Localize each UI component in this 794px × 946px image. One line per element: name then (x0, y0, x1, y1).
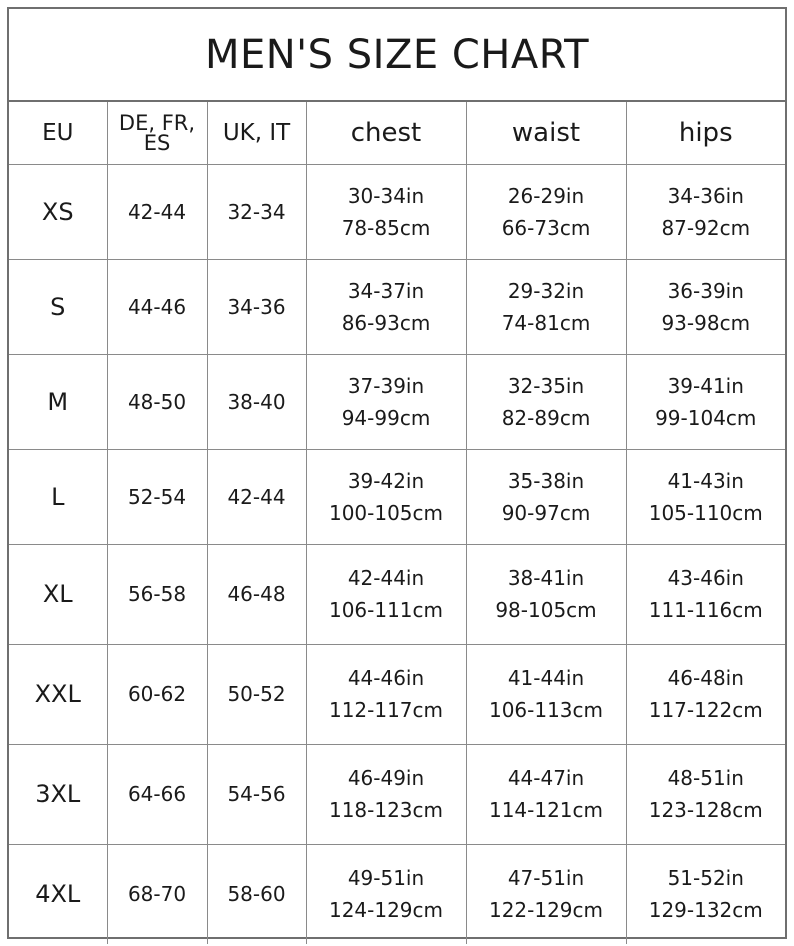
cell-hips (626, 164, 785, 259)
header-chest: chest (306, 102, 466, 164)
cell-de-fr-es: 42-44 (107, 164, 207, 259)
chart-title: MEN'S SIZE CHART (9, 9, 785, 102)
cell-eu: M (9, 354, 107, 449)
hips-inches: 34-36in (667, 183, 744, 208)
waist-centimeters: 122-129cm (488, 898, 604, 923)
cell-eu: 4XL (9, 844, 107, 944)
chest-inches: 39-42in (347, 468, 425, 493)
chest-inches: 30-34in (347, 183, 425, 208)
cell-waist (466, 354, 626, 449)
header-waist: waist (466, 102, 626, 164)
cell-eu: S (9, 259, 107, 354)
chest-inches: 44-46in (347, 666, 425, 690)
hips-centimeters: 123-128cm (648, 798, 763, 822)
table-row (9, 449, 785, 544)
cell-uk-it: 34-36 (207, 259, 306, 354)
chest-centimeters: 86-93cm (341, 310, 431, 335)
cell-waist (466, 844, 626, 944)
table-row (9, 544, 785, 644)
table-row (9, 164, 785, 259)
cell-hips (626, 259, 785, 354)
chest-inches: 46-49in (347, 766, 425, 790)
hips-centimeters: 87-92cm (661, 215, 751, 240)
cell-de-fr-es: 64-66 (107, 744, 207, 844)
table-row (9, 844, 785, 944)
waist-centimeters: 98-105cm (495, 598, 597, 622)
hips-centimeters: 111-116cm (648, 598, 763, 622)
waist-centimeters: 82-89cm (501, 405, 591, 430)
cell-uk-it: 58-60 (207, 844, 306, 944)
cell-eu: XL (9, 544, 107, 644)
cell-waist (466, 644, 626, 744)
cell-uk-it: 38-40 (207, 354, 306, 449)
cell-hips (626, 644, 785, 744)
chest-centimeters: 106-111cm (328, 598, 444, 622)
header-hips: hips (626, 102, 785, 164)
waist-centimeters: 90-97cm (501, 500, 591, 525)
size-table (9, 102, 785, 944)
chest-centimeters: 112-117cm (328, 698, 444, 722)
chest-inches: 49-51in (347, 866, 425, 891)
hips-centimeters: 117-122cm (648, 698, 763, 722)
cell-waist (466, 544, 626, 644)
hips-inches: 46-48in (667, 666, 744, 690)
chest-inches: 34-37in (347, 278, 425, 303)
cell-waist (466, 449, 626, 544)
chest-centimeters: 118-123cm (328, 798, 444, 822)
cell-hips (626, 449, 785, 544)
hips-centimeters: 105-110cm (648, 500, 763, 525)
hips-centimeters: 99-104cm (655, 405, 757, 430)
cell-uk-it: 42-44 (207, 449, 306, 544)
waist-inches: 41-44in (507, 666, 585, 690)
cell-hips (626, 354, 785, 449)
cell-uk-it: 50-52 (207, 644, 306, 744)
waist-centimeters: 114-121cm (488, 798, 604, 822)
cell-chest (306, 544, 466, 644)
cell-de-fr-es: 60-62 (107, 644, 207, 744)
cell-chest (306, 844, 466, 944)
cell-uk-it: 32-34 (207, 164, 306, 259)
chest-centimeters: 94-99cm (341, 405, 431, 430)
hips-inches: 39-41in (667, 373, 744, 398)
waist-inches: 38-41in (507, 566, 585, 590)
cell-hips (626, 544, 785, 644)
hips-inches: 48-51in (667, 766, 744, 790)
cell-uk-it: 54-56 (207, 744, 306, 844)
waist-inches: 47-51in (507, 866, 585, 891)
header-uk-it: UK, IT (207, 102, 306, 164)
size-chart (7, 7, 787, 939)
header-de-fr-es: DE, FR, ES (107, 102, 207, 164)
table-row (9, 744, 785, 844)
cell-chest (306, 644, 466, 744)
chest-centimeters: 124-129cm (328, 898, 444, 923)
waist-inches: 29-32in (507, 278, 585, 303)
waist-centimeters: 66-73cm (501, 215, 591, 240)
waist-inches: 35-38in (507, 468, 585, 493)
waist-centimeters: 74-81cm (501, 310, 591, 335)
hips-inches: 41-43in (667, 468, 744, 493)
header-eu: EU (9, 102, 107, 164)
hips-inches: 51-52in (667, 866, 744, 891)
waist-inches: 32-35in (507, 373, 585, 398)
cell-waist (466, 164, 626, 259)
cell-waist (466, 744, 626, 844)
chest-centimeters: 100-105cm (328, 500, 444, 525)
cell-eu: 3XL (9, 744, 107, 844)
cell-eu: XXL (9, 644, 107, 744)
hips-inches: 43-46in (667, 566, 744, 590)
cell-chest (306, 164, 466, 259)
cell-de-fr-es: 68-70 (107, 844, 207, 944)
waist-centimeters: 106-113cm (488, 698, 604, 722)
cell-waist (466, 259, 626, 354)
chest-centimeters: 78-85cm (341, 215, 431, 240)
cell-eu: XS (9, 164, 107, 259)
hips-inches: 36-39in (667, 278, 744, 303)
cell-chest (306, 744, 466, 844)
waist-inches: 44-47in (507, 766, 585, 790)
cell-de-fr-es: 44-46 (107, 259, 207, 354)
cell-de-fr-es: 48-50 (107, 354, 207, 449)
chest-inches: 42-44in (347, 566, 425, 590)
waist-inches: 26-29in (507, 183, 585, 208)
cell-hips (626, 844, 785, 944)
header-row (9, 102, 785, 164)
table-row (9, 644, 785, 744)
cell-de-fr-es: 52-54 (107, 449, 207, 544)
cell-chest (306, 449, 466, 544)
table-row (9, 259, 785, 354)
cell-de-fr-es: 56-58 (107, 544, 207, 644)
hips-centimeters: 93-98cm (661, 310, 751, 335)
cell-hips (626, 744, 785, 844)
chest-inches: 37-39in (347, 373, 425, 398)
hips-centimeters: 129-132cm (648, 898, 763, 923)
cell-chest (306, 354, 466, 449)
cell-chest (306, 259, 466, 354)
cell-eu: L (9, 449, 107, 544)
cell-uk-it: 46-48 (207, 544, 306, 644)
table-row (9, 354, 785, 449)
